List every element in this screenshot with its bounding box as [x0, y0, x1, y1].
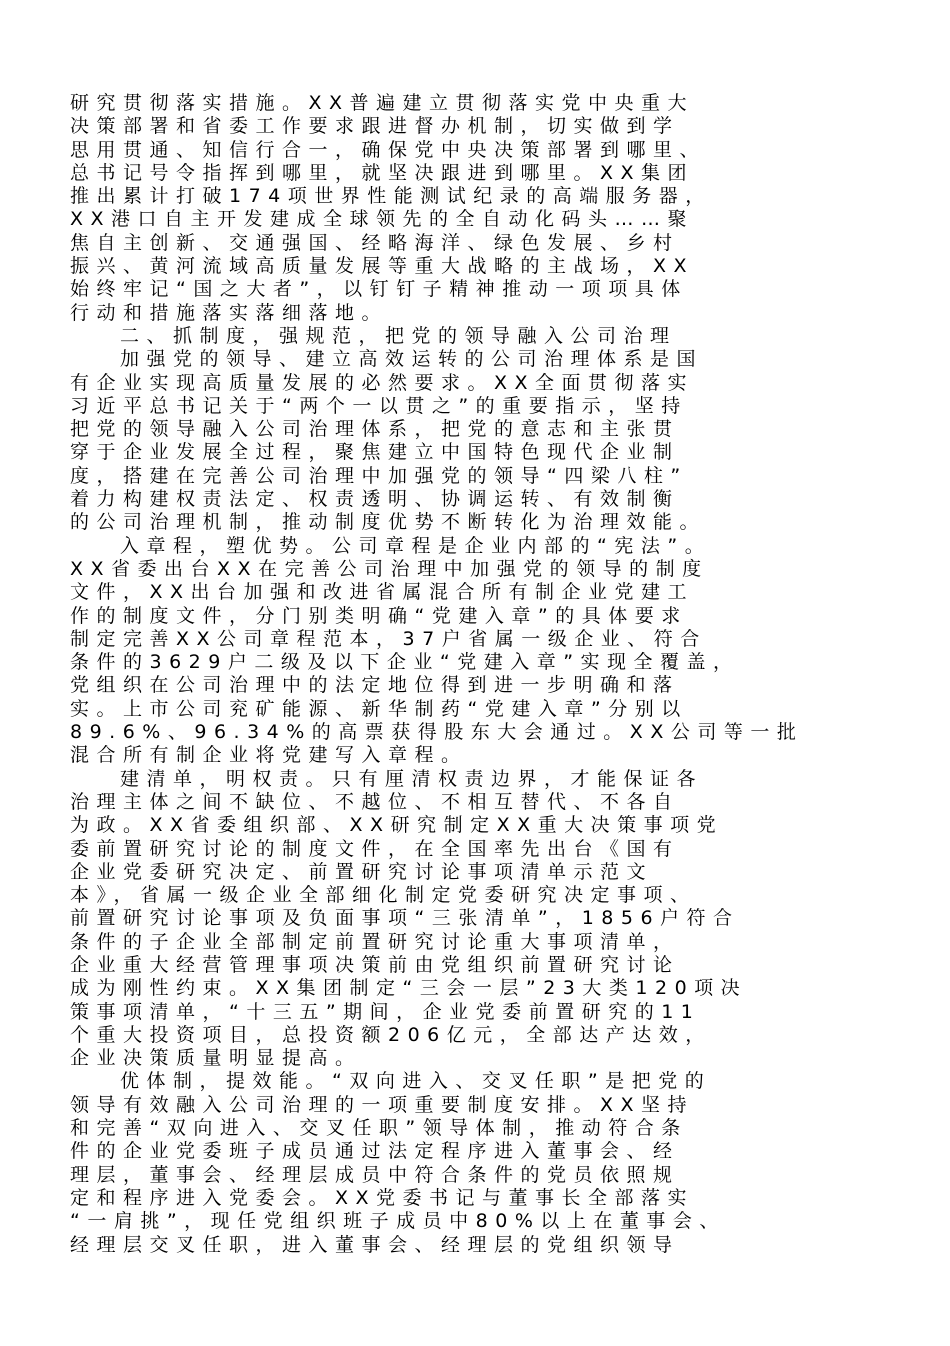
text-line: 制定完善XX公司章程范本，37户省属一级企业、符合	[70, 627, 707, 650]
text-line: 治理主体之间不缺位、不越位、不相互替代、不各自	[70, 790, 680, 813]
text-line: 始终牢记“国之大者”，以钉钉子精神推动一项项具体	[70, 278, 688, 301]
paragraph-first-line: 入章程，塑优势。公司章程是企业内部的“宪法”。	[120, 534, 712, 557]
text-line: 个重大投资项目，总投资额206亿元，全部达产达效，	[70, 1023, 712, 1046]
text-line: 的公司治理机制，推动制度优势不断转化为治理效能。	[70, 511, 707, 534]
text-line: 决策部署和省委工作要求跟进督办机制，切实做到学	[70, 115, 680, 138]
text-line: 企业重大经营管理事项决策前由党组织前置研究讨论	[70, 953, 680, 976]
paragraph-first-line: 加强党的领导、建立高效运转的公司治理体系是国	[120, 348, 704, 371]
text-line: 成为刚性约束。XX集团制定“三会一层”23大类120项决	[70, 977, 748, 1000]
text-line: 思用贯通、知信行合一，确保党中央决策部署到哪里、	[70, 138, 707, 161]
text-line: 研究贯彻落实措施。XX普遍建立贯彻落实党中央重大	[70, 92, 695, 114]
text-line: 实。上市公司兖矿能源、新华制药“党建入章”分别以	[70, 697, 688, 720]
text-line: 企业决策质量明显提高。	[70, 1047, 362, 1070]
text-line: 习近平总书记关于“两个一以贯之”的重要指示，坚持	[70, 394, 688, 417]
text-line: 89.6%、96.34%的高票获得股东大会通过。XX公司等一批	[70, 721, 804, 744]
text-line: 穿于企业发展全过程，聚焦建立中国特色现代企业制	[70, 441, 680, 464]
text-line: 本》，省属一级企业全部细化制定党委研究决定事项、	[70, 884, 697, 907]
text-line: 条件的3629户二级及以下企业“党建入章”实现全覆盖，	[70, 651, 740, 674]
paragraph-first-line: 二、抓制度，强规范，把党的领导融入公司治理	[120, 324, 677, 347]
text-line: 度，搭建在完善公司治理中加强党的领导“四梁八柱”	[70, 464, 688, 487]
text-line: 企业党委研究决定、前置研究讨论事项清单示范文	[70, 860, 654, 883]
text-line: 焦自主创新、交通强国、经略海洋、绿色发展、乡村	[70, 231, 680, 254]
text-line: 有企业实现高质量发展的必然要求。XX全面贯彻落实	[70, 371, 695, 394]
paragraph-first-line: 优体制，提效能。“双向进入、交叉任职”是把党的	[120, 1070, 712, 1093]
text-line: 策事项清单，“十三五”期间，企业党委前置研究的11	[70, 1000, 701, 1023]
paragraph-first-line: 建清单，明权责。只有厘清权责边界，才能保证各	[120, 767, 704, 790]
text-line: 混合所有制企业将党建写入章程。	[70, 744, 468, 767]
text-line: 推出累计打破174项世界性能测试纪录的高端服务器，	[70, 185, 712, 208]
text-line: 总书记号令指挥到哪里，就坚决跟进到哪里。XX集团	[70, 161, 695, 184]
text-line: 文件，XX出台加强和改进省属混合所有制企业党建工	[70, 581, 695, 604]
text-line: 定和程序进入党委会。XX党委书记与董事长全部落实	[70, 1186, 695, 1209]
text-line: 理层，董事会、经理层成员中符合条件的党员依照规	[70, 1163, 680, 1186]
text-line: 条件的子企业全部制定前置研究讨论重大事项清单，	[70, 930, 680, 953]
text-line: 经理层交叉任职，进入董事会、经理层的党组织领导	[70, 1233, 680, 1256]
text-line: XX省委出台XX在完善公司治理中加强党的领导的制度	[70, 557, 709, 580]
text-line: “一肩挑”，现任党组织班子成员中80%以上在董事会、	[70, 1210, 726, 1233]
text-line: 件的企业党委班子成员通过法定程序进入董事会、经	[70, 1140, 680, 1163]
text-line: 党组织在公司治理中的法定地位得到进一步明确和落	[70, 674, 680, 697]
text-line: 作的制度文件，分门别类明确“党建入章”的具体要求	[70, 604, 688, 627]
text-line: 振兴、黄河流域高质量发展等重大战略的主战场，XX	[70, 255, 695, 278]
text-line: 行动和措施落实落细落地。	[70, 301, 389, 324]
text-line: 把党的领导融入公司治理体系，把党的意志和主张贯	[70, 418, 680, 441]
text-line: 领导有效融入公司治理的一项重要制度安排。XX坚持	[70, 1093, 695, 1116]
text-line: 前置研究讨论事项及负面事项“三张清单”，1856户符合	[70, 907, 740, 930]
text-line: 和完善“双向进入、交叉任职”领导体制，推动符合条	[70, 1117, 688, 1140]
text-line: 着力构建权责法定、权责透明、协调运转、有效制衡	[70, 488, 680, 511]
text-line: XX港口自主开发建成全球领先的全自动化码头……聚	[70, 208, 695, 231]
text-line: 为政。XX省委组织部、XX研究制定XX重大决策事项党	[70, 814, 724, 837]
document-page	[70, 92, 890, 1257]
text-line: 委前置研究讨论的制度文件，在全国率先出台《国有	[70, 837, 680, 860]
